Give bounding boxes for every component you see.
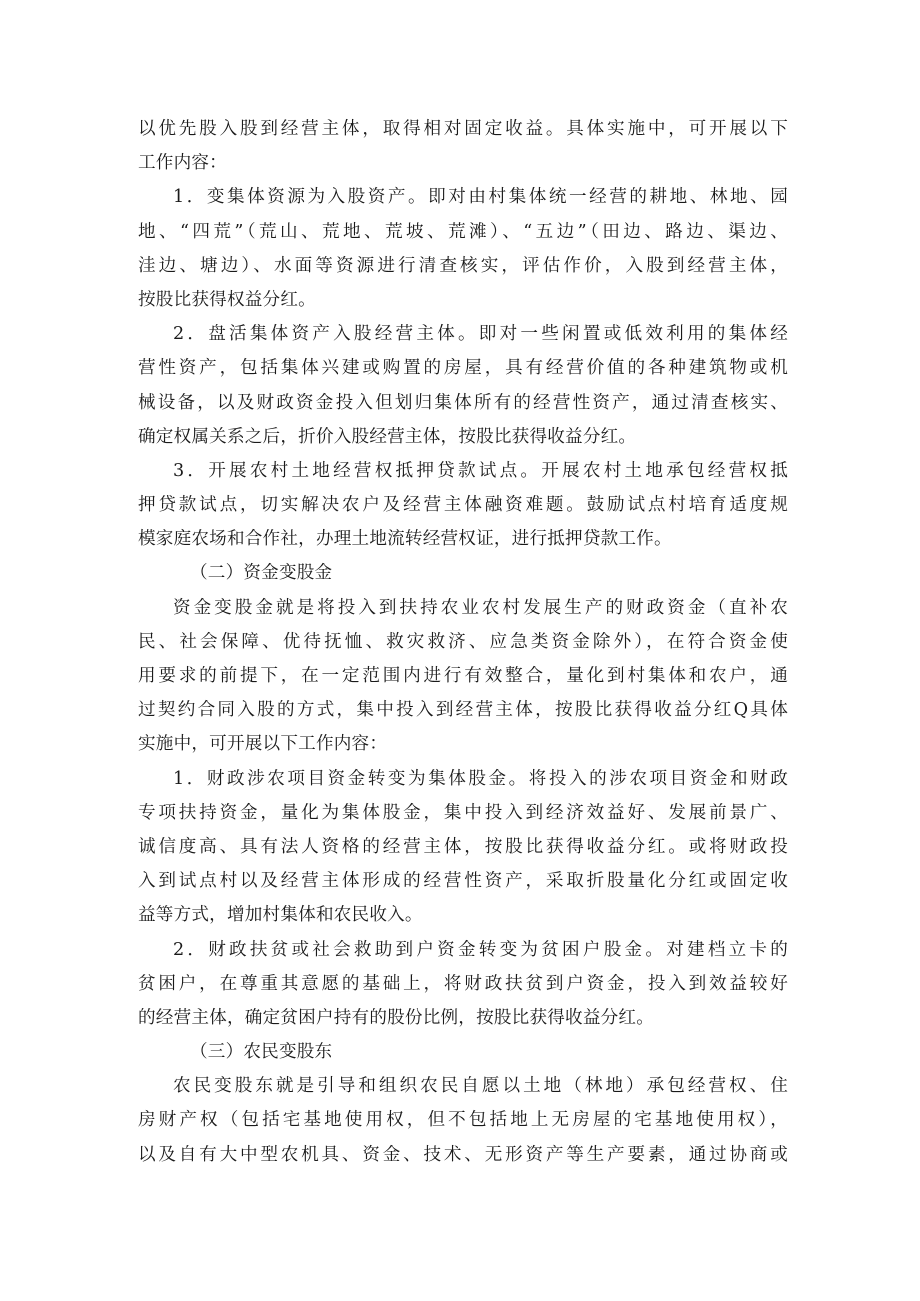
- section-heading: （二）资金变股金: [190, 563, 333, 584]
- paragraph-line: 按股比获得权益分红。: [138, 289, 316, 310]
- paragraph-line: 械设备，以及财政资金投入但划归集体所有的经营性资产，通过清查核实、: [138, 392, 788, 413]
- paragraph-line: 以及自有大中型农机具、资金、技术、无形资产等生产要素，通过协商或: [138, 1144, 788, 1165]
- paragraph-line: 资金变股金就是将投入到扶持农业农村发展生产的财政资金（直补农: [173, 597, 788, 618]
- section-heading: （三）农民变股东: [190, 1042, 333, 1063]
- paragraph-line: 农民变股东就是引导和组织农民自愿以土地（林地）承包经营权、住: [173, 1076, 788, 1097]
- paragraph-line: 民、社会保障、优待抚恤、救灾救济、应急类资金除外），在符合资金使: [138, 631, 788, 652]
- paragraph-line: 专项扶持资金，量化为集体股金，集中投入到经济效益好、发展前景广、: [138, 802, 788, 823]
- paragraph-line: 确定权属关系之后，折价入股经营主体，按股比获得收益分红。: [138, 426, 637, 447]
- paragraph-line: 洼边、塘边）、水面等资源进行清查核实，评估作价，入股到经营主体，: [138, 255, 788, 276]
- paragraph-line: 诚信度高、具有法人资格的经营主体，按股比获得收益分红。或将财政投: [138, 836, 788, 857]
- paragraph-line: 过契约合同入股的方式，集中投入到经营主体，按股比获得收益分红Q具体: [138, 700, 788, 721]
- paragraph-line: 益等方式，增加村集体和农民收入。: [138, 905, 423, 926]
- paragraph-line: 2．盘活集体资产入股经营主体。即对一些闲置或低效利用的集体经: [173, 324, 788, 345]
- paragraph-line: 房财产权（包括宅基地使用权，但不包括地上无房屋的宅基地使用权），: [138, 1110, 788, 1131]
- document-body: [138, 112, 788, 1172]
- paragraph-line: 1．财政涉农项目资金转变为集体股金。将投入的涉农项目资金和财政: [173, 768, 788, 789]
- paragraph-line: 3．开展农村土地经营权抵押贷款试点。开展农村土地承包经营权抵: [173, 460, 788, 481]
- paragraph-line: 押贷款试点，切实解决农户及经营主体融资难题。鼓励试点村培育适度规: [138, 495, 788, 516]
- paragraph-line: 地、“四荒”（荒山、荒地、荒坡、荒滩）、“五边”（田边、路边、渠边、: [138, 221, 788, 242]
- paragraph-line: 以优先股入股到经营主体，取得相对固定收益。具体实施中，可开展以下: [138, 119, 788, 139]
- paragraph-line: 模家庭农场和合作社，办理土地流转经营权证，进行抵押贷款工作。: [138, 529, 672, 550]
- paragraph-line: 1．变集体资源为入股资产。即对由村集体统一经营的耕地、林地、园: [173, 187, 788, 208]
- paragraph-line: 工作内容：: [138, 153, 227, 174]
- paragraph-line: 的经营主体，确定贫困户持有的股份比例，按股比获得收益分红。: [138, 1007, 655, 1028]
- paragraph-line: 用要求的前提下，在一定范围内进行有效整合，量化到村集体和农户，通: [138, 666, 788, 686]
- paragraph-line: 贫困户，在尊重其意愿的基础上，将财政扶贫到户资金，投入到效益较好: [138, 973, 788, 994]
- paragraph-line: 2．财政扶贫或社会救助到户资金转变为贫困户股金。对建档立卡的: [173, 939, 788, 960]
- paragraph-line: 营性资产，包括集体兴建或购置的房屋，具有经营价值的各种建筑物或机: [138, 358, 788, 379]
- paragraph-line: 实施中，可开展以下工作内容：: [138, 734, 388, 755]
- paragraph-line: 入到试点村以及经营主体形成的经营性资产，采取折股量化分红或固定收: [138, 871, 788, 892]
